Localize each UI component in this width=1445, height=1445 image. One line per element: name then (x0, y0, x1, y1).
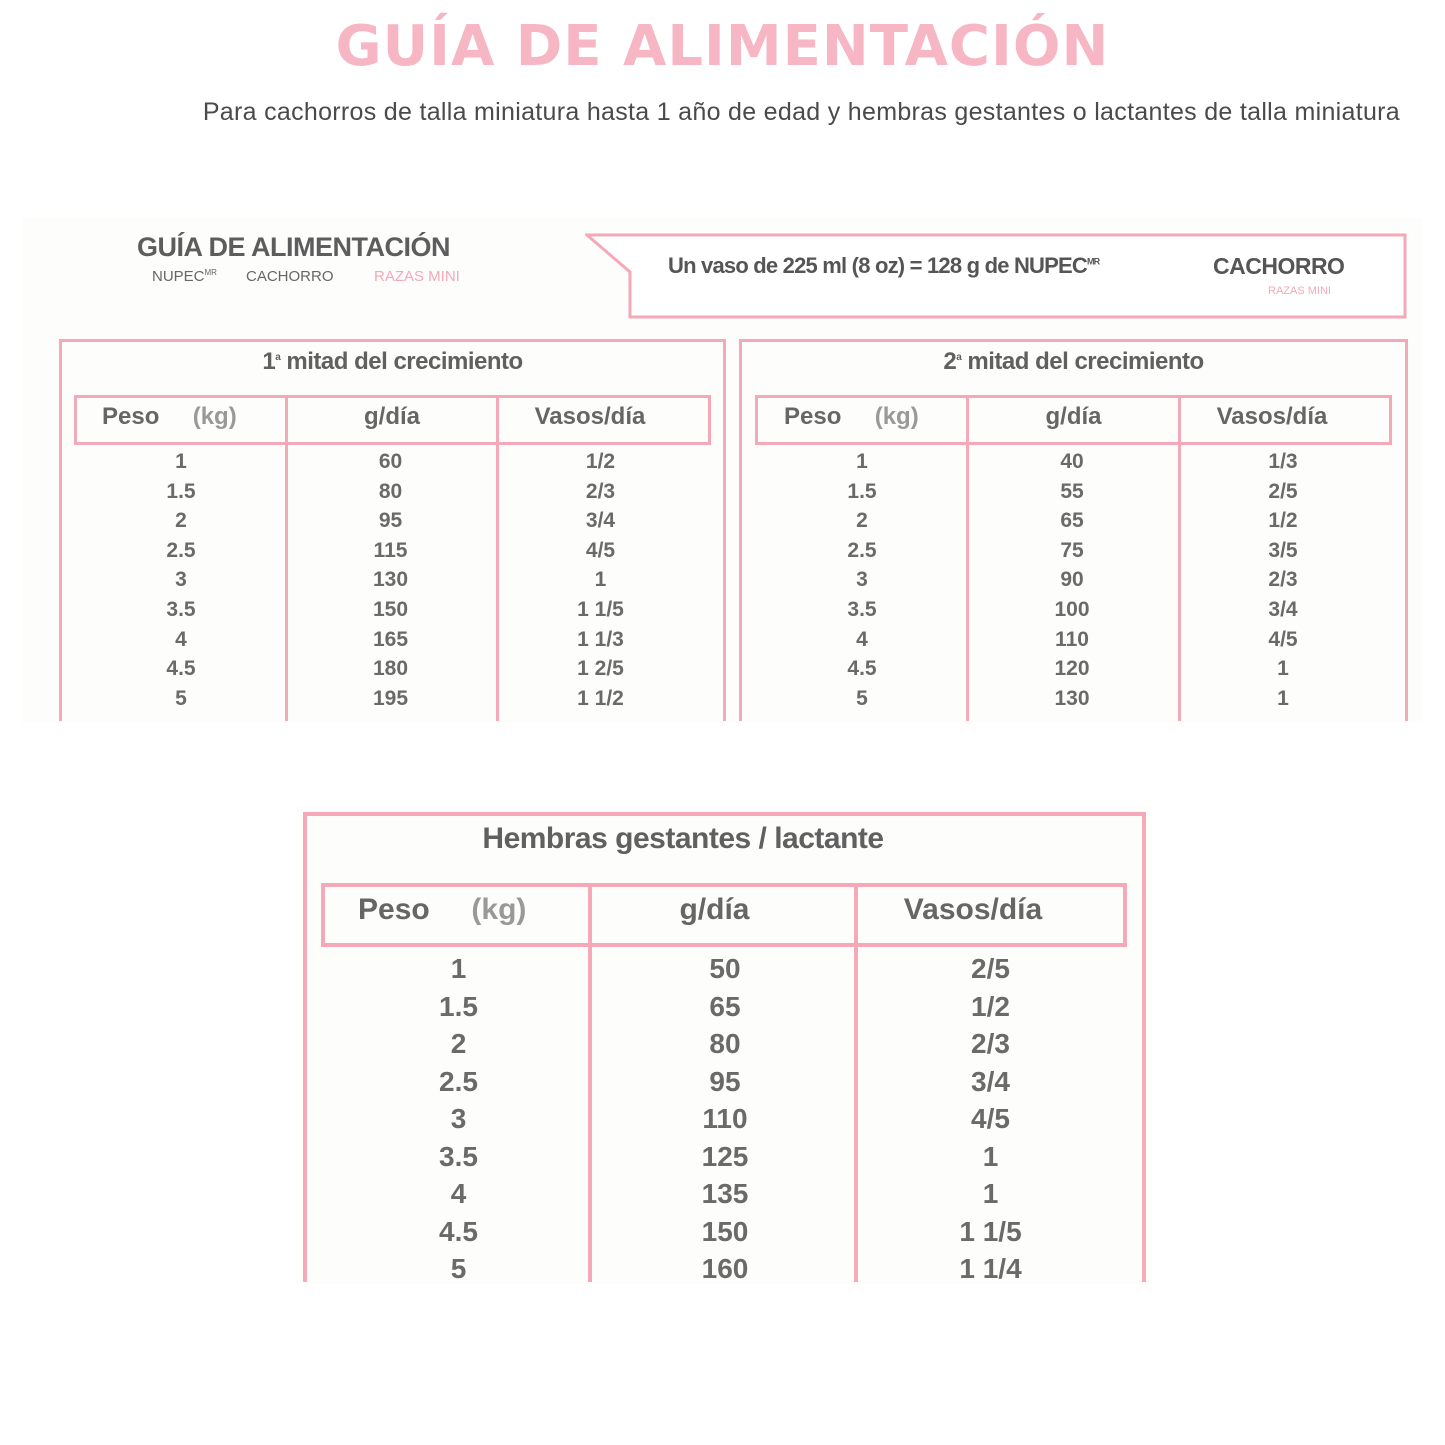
frame-right (1405, 339, 1408, 721)
cell-vasos: 1 2/5 (577, 657, 624, 681)
cell-vasos: 1 1/4 (959, 1253, 1022, 1284)
table-row (325, 1175, 1123, 1213)
table-row (77, 565, 705, 595)
cell-g: 65 (709, 990, 741, 1022)
page-title: GUÍA DE ALIMENTACIÓN (335, 14, 1110, 79)
header-peso (358, 893, 526, 927)
title-number: 2 (943, 348, 957, 375)
line-label: RAZAS MINI (374, 268, 460, 285)
table-row (758, 684, 1388, 714)
header-peso (102, 403, 237, 431)
table-row (77, 536, 705, 566)
frame-top (303, 812, 1146, 816)
table-title: Hembras gestantes / lactante (482, 822, 884, 855)
header-gdia: g/día (679, 893, 750, 926)
kg-label: (kg) (471, 893, 527, 926)
cell-peso: 4.5 (166, 657, 196, 681)
cell-vasos: 1 (982, 1178, 999, 1209)
cell-g: 120 (1054, 657, 1090, 681)
table-row (77, 477, 705, 507)
cell-vasos: 2/3 (971, 1028, 1010, 1059)
header-gdia: g/día (363, 403, 420, 430)
cell-peso: 2.5 (166, 538, 196, 562)
cell-peso: 3 (175, 568, 187, 592)
cell-peso: 4 (450, 1178, 467, 1209)
table-row (325, 1138, 1123, 1176)
cell-vasos: 1 (982, 1140, 999, 1172)
cell-peso: 2.5 (439, 1065, 478, 1097)
cell-g: 180 (372, 657, 409, 681)
cell-vasos: 1/3 (1268, 450, 1298, 473)
peso-label: Peso (784, 403, 842, 430)
cell-vasos: 1 (594, 568, 607, 592)
title-text: mitad del crecimiento (967, 348, 1204, 375)
cell-vasos: 2/5 (1268, 479, 1298, 503)
cell-vasos: 1 1/3 (577, 627, 624, 651)
cell-peso: 5 (175, 686, 187, 710)
frame-left (303, 812, 307, 1282)
table-row (325, 1100, 1123, 1138)
peso-label: Peso (102, 403, 160, 430)
header-gdia: g/día (1045, 403, 1102, 430)
table-row (77, 447, 705, 477)
cell-vasos: 3/4 (585, 509, 616, 533)
cell-g: 110 (702, 1103, 748, 1134)
measure-mark: MR (1086, 256, 1100, 267)
cell-peso: 4.5 (847, 657, 877, 681)
table-row (325, 1213, 1123, 1251)
cell-g: 65 (1060, 509, 1084, 533)
title-number: 1 (262, 348, 276, 375)
header-vasos: Vasos/día (534, 403, 646, 430)
cell-peso: 5 (450, 1253, 467, 1284)
measure-text-main: Un vaso de 225 ml (8 oz) = 128 g de NUPEC (668, 253, 1087, 278)
cell-vasos: 2/3 (1268, 568, 1298, 592)
cell-g: 115 (373, 538, 408, 562)
frame-right (1142, 812, 1146, 1282)
cell-vasos: 1 1/5 (577, 597, 624, 621)
table-body (325, 950, 1123, 1288)
table-row (325, 1250, 1123, 1288)
table-row (77, 506, 705, 536)
frame-top (59, 339, 726, 342)
cell-g: 95 (709, 1065, 741, 1097)
table-title (59, 348, 726, 376)
cell-peso: 5 (856, 686, 868, 710)
brand-text: NUPEC (152, 268, 205, 285)
cell-peso: 2 (450, 1028, 467, 1059)
cell-peso: 4 (175, 627, 187, 651)
cell-peso: 1.5 (847, 479, 877, 503)
cell-g: 195 (372, 686, 409, 710)
cell-vasos: 2/5 (971, 953, 1010, 984)
header-vasos: Vasos/día (1216, 403, 1328, 430)
cell-g: 60 (378, 450, 403, 473)
badge-stage: CACHORRO (1213, 253, 1345, 279)
cell-peso: 4.5 (439, 1215, 478, 1247)
table-row (77, 654, 705, 684)
frame-left (59, 339, 62, 721)
cell-g: 130 (372, 568, 409, 592)
cell-vasos: 1 1/2 (577, 686, 624, 710)
kg-label: (kg) (192, 403, 237, 430)
cell-vasos: 3/5 (1268, 538, 1298, 562)
table-row (758, 565, 1388, 595)
cell-peso: 1.5 (439, 990, 478, 1022)
frame-left (739, 339, 742, 721)
table-title (739, 348, 1408, 376)
table-body (77, 447, 705, 713)
cell-peso: 1.5 (166, 479, 196, 503)
cell-peso: 2 (856, 509, 868, 533)
cell-vasos: 3/4 (1268, 597, 1298, 621)
brand-label (152, 268, 217, 285)
cell-g: 55 (1060, 479, 1084, 503)
table-row (758, 536, 1388, 566)
peso-label: Peso (358, 893, 430, 926)
cell-g: 125 (701, 1140, 749, 1172)
page-subtitle: Para cachorros de talla miniatura hasta 1 año de edad y hembras gestantes o lactantes de talla miniatura (202, 98, 1400, 126)
cell-peso: 3.5 (847, 597, 877, 621)
cell-vasos: 1/2 (971, 990, 1010, 1022)
table-row (758, 654, 1388, 684)
cell-peso: 1 (450, 953, 467, 984)
card-title: GUÍA DE ALIMENTACIÓN (137, 232, 450, 262)
cell-vasos: 3/4 (971, 1065, 1010, 1097)
table-row (325, 1063, 1123, 1101)
cell-vasos: 2/3 (585, 479, 616, 503)
frame-right (723, 339, 726, 721)
measure-text (668, 253, 1099, 279)
cell-g: 160 (701, 1253, 749, 1284)
cell-g: 75 (1060, 538, 1084, 562)
title-text: mitad del crecimiento (286, 348, 523, 375)
table-body (758, 447, 1388, 713)
cell-peso: 3 (450, 1103, 467, 1134)
table-row (758, 506, 1388, 536)
table-row (758, 625, 1388, 655)
table-row (77, 684, 705, 714)
cell-peso: 1 (175, 450, 187, 473)
frame-top (739, 339, 1408, 342)
cell-g: 95 (378, 509, 403, 533)
cell-g: 150 (372, 597, 409, 621)
cell-g: 135 (701, 1178, 749, 1209)
table-row (325, 988, 1123, 1026)
cell-g: 90 (1060, 568, 1084, 592)
cell-peso: 2.5 (847, 538, 877, 562)
cell-g: 80 (709, 1028, 741, 1059)
cell-g: 40 (1060, 450, 1084, 473)
cell-vasos: 1 1/5 (959, 1215, 1022, 1247)
cell-g: 165 (372, 627, 409, 651)
title-ordinal: a (275, 352, 281, 363)
cell-g: 150 (701, 1215, 749, 1247)
header-peso (784, 403, 919, 431)
cell-peso: 3.5 (439, 1140, 478, 1172)
cell-g: 110 (1055, 627, 1089, 651)
cell-g: 100 (1054, 597, 1090, 621)
cell-vasos: 4/5 (585, 538, 616, 562)
cell-g: 130 (1054, 686, 1090, 710)
cell-peso: 3 (856, 568, 868, 592)
badge-line: RAZAS MINI (1268, 285, 1331, 297)
cell-vasos: 1 (1277, 686, 1289, 710)
cell-peso: 4 (856, 627, 868, 651)
table-row (758, 477, 1388, 507)
table-row (325, 950, 1123, 988)
table-row (77, 595, 705, 625)
table-row (77, 625, 705, 655)
table-row (758, 595, 1388, 625)
cell-g: 80 (378, 479, 403, 503)
table-row (758, 447, 1388, 477)
cell-vasos: 1/2 (585, 450, 616, 473)
table-row (325, 1025, 1123, 1063)
stage-label: CACHORRO (246, 268, 334, 285)
cell-g: 50 (709, 953, 741, 984)
title-ordinal: a (956, 352, 962, 363)
cell-vasos: 1 (1277, 657, 1289, 681)
cell-peso: 3.5 (166, 597, 196, 621)
cell-vasos: 4/5 (1268, 627, 1298, 651)
cell-vasos: 1/2 (1268, 509, 1298, 533)
cell-peso: 1 (856, 450, 868, 473)
cell-vasos: 4/5 (971, 1103, 1010, 1134)
header-vasos: Vasos/día (903, 893, 1043, 926)
kg-label: (kg) (874, 403, 919, 430)
brand-mark: MR (204, 268, 217, 277)
cell-peso: 2 (175, 509, 187, 533)
